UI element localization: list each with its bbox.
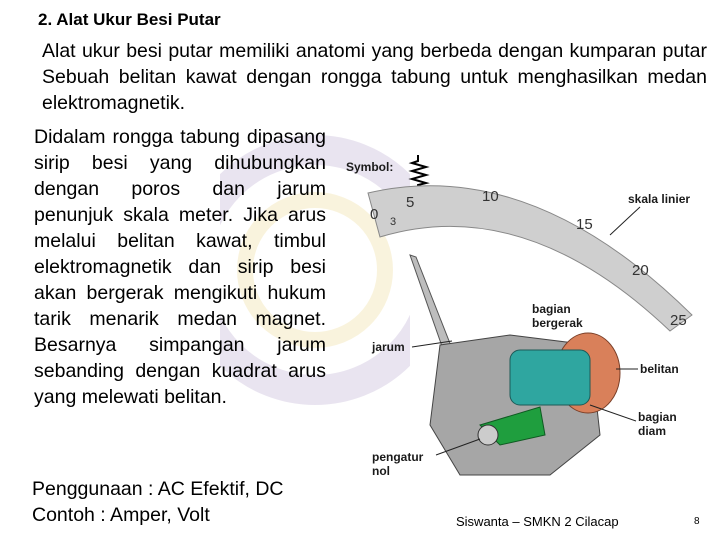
body-paragraph: Didalam rongga tabung dipasang sirip besi yang dihubungkan dengan poros dan jarum penunjuk skala meter. Jika arus melalui belitan kawat, timbul elektromagnetik dan sirip besi akan bergerak mengikuti hukum tarik menarik medan magnet. Besarnya simpangan jarum sebanding dengan kuadrat arus yang melewati belitan. [34,126,326,408]
label-bagian-diam-1: bagian [638,410,677,424]
zero-adjuster [478,425,498,445]
scale-number-0: 0 [370,206,379,223]
label-belitan: belitan [640,362,679,376]
intro-paragraph: Alat ukur besi putar memiliki anatomi yang berbeda dengan kumparan putar Sebuah belitan kawat dengan rongga tabung untuk menghasilkan medan elektromagnetik. [42,40,707,114]
scale-number-20: 20 [632,262,649,279]
label-skala-linier: skala linier [628,192,691,206]
example-line: Contoh : Amper, Volt [32,504,210,526]
label-bagian-diam-2: diam [638,424,667,438]
symbol-label: Symbol: [346,160,394,174]
label-bagian-bergerak-2: bergerak [532,316,583,330]
leader-skala [610,207,640,235]
page-number: 8 [694,516,700,527]
scale-number-25: 25 [670,312,687,329]
usage-line: Penggunaan : AC Efektif, DC [32,478,284,500]
label-bagian-bergerak-1: bagian [532,302,571,316]
label-pengatur-nol-1: pengatur [372,450,424,464]
moving-iron-diagram [340,145,712,510]
slide-title: 2. Alat Ukur Besi Putar [38,10,221,29]
scale-number-3: 3 [390,216,397,228]
scale-number-5: 5 [406,194,415,211]
label-pengatur-nol-2: nol [372,464,390,478]
coil-inner [510,350,590,405]
footer-credit: Siswanta – SMKN 2 Cilacap [456,514,619,529]
label-jarum: jarum [372,340,405,354]
scale-number-15: 15 [576,216,593,233]
scale-number-10: 10 [482,188,499,205]
usage-block [32,476,283,528]
